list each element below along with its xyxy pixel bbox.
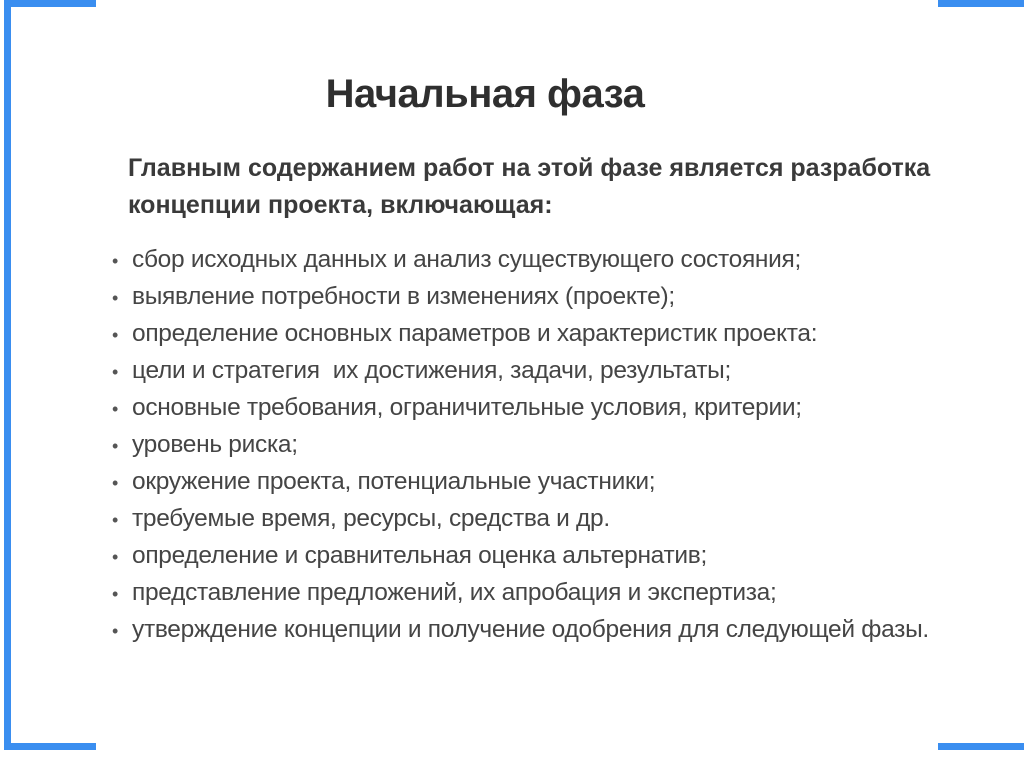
bullet-dot-icon: • — [112, 436, 119, 456]
bullet-dot-icon: • — [112, 473, 119, 493]
intro-line-2: концепции проекта, включающая: — [128, 191, 553, 219]
list-item-text: представление предложений, их апробация и экспертиза; — [132, 579, 777, 606]
list-item — [112, 246, 992, 283]
list-item — [112, 283, 992, 320]
frame-top-left-corner — [4, 0, 96, 7]
slide-title: Начальная фаза — [325, 72, 645, 116]
bullet-dot-icon: • — [112, 510, 119, 530]
list-item — [112, 357, 992, 394]
bullet-dot-icon: • — [112, 621, 119, 641]
list-item-text: выявление потребности в изменениях (проекте); — [132, 283, 675, 310]
intro-line-1: Главным содержанием работ на этой фазе является разработка — [128, 154, 931, 182]
list-item-text: окружение проекта, потенциальные участники; — [132, 468, 656, 495]
bullet-dot-icon: • — [112, 584, 119, 604]
list-item — [112, 320, 992, 357]
bullet-dot-icon: • — [112, 325, 119, 345]
list-item-text: цели и стратегия их достижения, задачи, результаты; — [132, 357, 731, 384]
list-item-text: сбор исходных данных и анализ существующего состояния; — [132, 246, 802, 273]
list-item — [112, 505, 992, 542]
frame-bottom-left-corner — [4, 743, 96, 750]
bullet-dot-icon: • — [112, 362, 119, 382]
list-item — [112, 579, 992, 616]
list-item-text: определение и сравнительная оценка альтернатив; — [132, 542, 708, 569]
list-item — [112, 542, 992, 579]
bullet-dot-icon: • — [112, 399, 119, 419]
bullet-dot-icon: • — [112, 288, 119, 308]
list-item — [112, 394, 992, 431]
list-item — [112, 468, 992, 505]
bullet-dot-icon: • — [112, 251, 119, 271]
frame-bottom-right-corner — [938, 743, 1024, 750]
list-item — [112, 431, 992, 468]
list-item-text: требуемые время, ресурсы, средства и др. — [132, 505, 610, 532]
frame-top-right-corner — [938, 0, 1024, 7]
list-item-text: основные требования, ограничительные условия, критерии; — [132, 394, 802, 421]
list-item-text: утверждение концепции и получение одобрения для следующей фазы. — [132, 616, 929, 643]
bullet-list — [112, 246, 992, 653]
list-item-text: определение основных параметров и характеристик проекта: — [132, 320, 818, 347]
intro-text — [128, 150, 968, 224]
bullet-dot-icon: • — [112, 547, 119, 567]
list-item-text: уровень риска; — [132, 431, 298, 458]
list-item — [112, 616, 992, 653]
